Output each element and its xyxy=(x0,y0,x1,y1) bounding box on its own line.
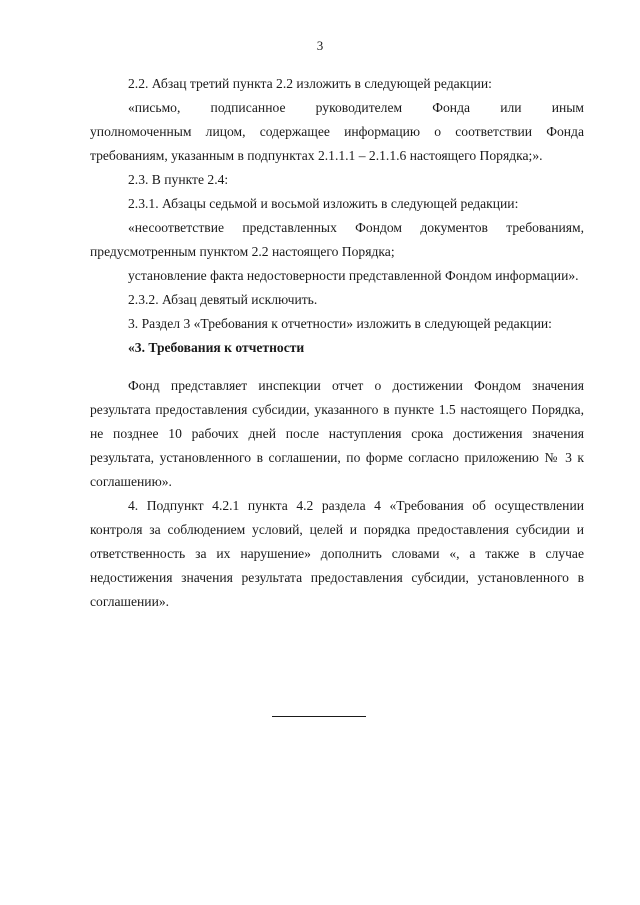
paragraph-section-3: 3. Раздел 3 «Требования к отчетности» изложить в следующей редакции: xyxy=(128,316,552,331)
document-body xyxy=(90,72,584,614)
paragraph-2-2: 2.2. Абзац третий пункта 2.2 изложить в следующей редакции: xyxy=(128,76,492,91)
paragraph-2-3-1: 2.3.1. Абзацы седьмой и восьмой изложить в следующей редакции: xyxy=(128,196,519,211)
paragraph-report: Фонд представляет инспекции отчет о достижении Фондом значения результата предоставления субсидии, указанного в пункте 1.5 настоящего Порядка, не позднее 10 рабочих дней после наступления срока достижения значения результата, установленного в соглашении, по форме согласно приложению № 3 к соглашению». xyxy=(90,378,584,489)
end-rule xyxy=(272,716,366,717)
paragraph-2-3: 2.3. В пункте 2.4: xyxy=(128,172,229,187)
paragraph-quote-nonconformity: «несоответствие представленных Фондом документов требованиям, предусмотренным пунктом 2.2 настоящего Порядка; xyxy=(90,220,584,259)
paragraph-quote-letter-line1: «письмо, подписанное руководителем Фонда или иным xyxy=(128,100,584,115)
paragraph-2-3-2: 2.3.2. Абзац девятый исключить. xyxy=(128,292,318,307)
paragraph-unreliability: установление факта недостоверности представленной Фондом информации». xyxy=(128,268,579,283)
paragraph-4: 4. Подпункт 4.2.1 пункта 4.2 раздела 4 «Требования об осуществлении контроля за соблюдением условий, целей и порядка предоставления субсидии и ответственность за их нарушение» дополнить словами «, а также в случае недостижения значения результата предоставления субсидии, установленного в соглашении». xyxy=(90,498,584,609)
section-heading-reporting: «3. Требования к отчетности xyxy=(128,340,305,355)
paragraph-gap xyxy=(90,360,584,374)
paragraph-quote-letter-rest: уполномоченным лицом, содержащее информацию о соответствии Фонда требованиям, указанным в подпунктах 2.1.1.1 – 2.1.1.6 настоящего Порядка;». xyxy=(90,124,584,163)
page-number: 3 xyxy=(316,38,324,53)
